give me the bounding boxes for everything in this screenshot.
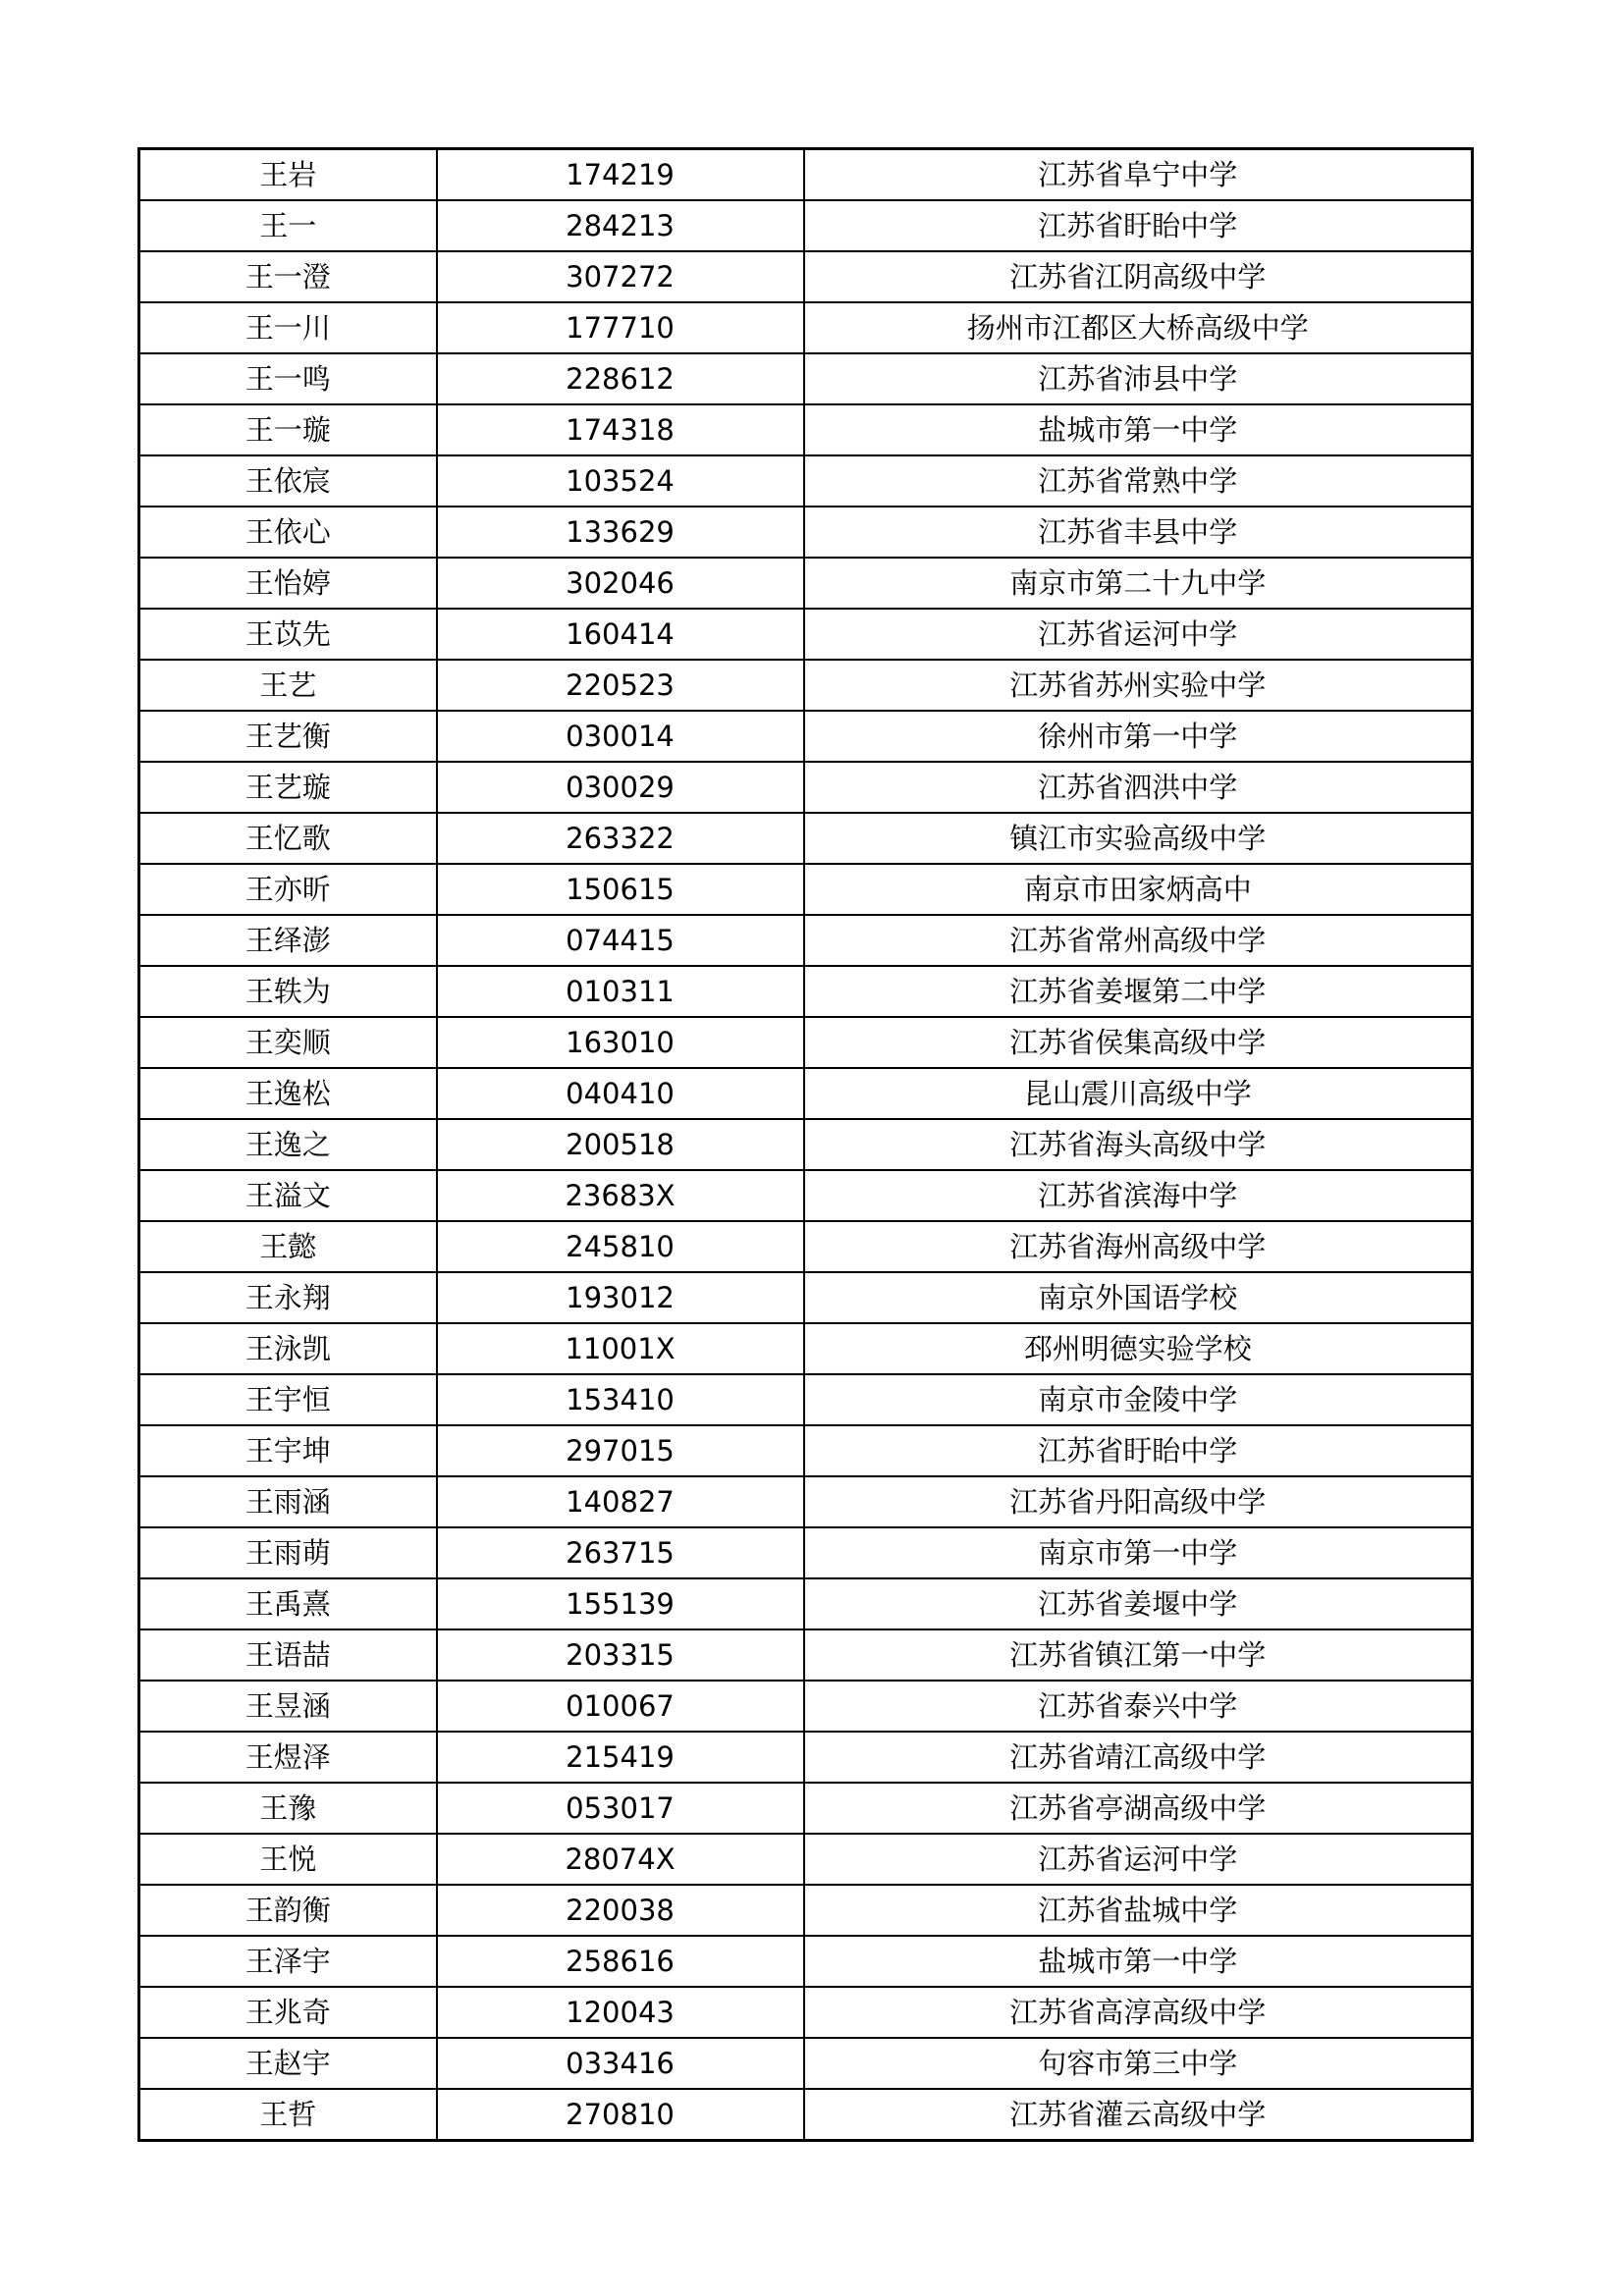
student-name-cell: 王宇坤 <box>139 1425 437 1476</box>
student-name-cell: 王亦昕 <box>139 864 437 915</box>
table-row <box>139 762 1473 813</box>
student-name-cell: 王溢文 <box>139 1170 437 1221</box>
table-row <box>139 1783 1473 1834</box>
student-name-cell: 王轶为 <box>139 966 437 1017</box>
student-name-cell: 王泽宇 <box>139 1936 437 1987</box>
table-row <box>139 2038 1473 2089</box>
school-name-cell: 邳州明德实验学校 <box>804 1323 1473 1374</box>
school-name-cell: 南京市第二十九中学 <box>804 558 1473 609</box>
school-name-cell: 江苏省姜堰第二中学 <box>804 966 1473 1017</box>
school-name-cell: 江苏省苏州实验中学 <box>804 660 1473 711</box>
student-id-cell: 220523 <box>437 660 804 711</box>
student-id-cell: 160414 <box>437 609 804 660</box>
school-name-cell: 江苏省侯集高级中学 <box>804 1017 1473 1068</box>
student-id-cell: 193012 <box>437 1272 804 1323</box>
school-name-cell: 江苏省姜堰中学 <box>804 1578 1473 1629</box>
student-name-cell: 王艺璇 <box>139 762 437 813</box>
table-row <box>139 1119 1473 1170</box>
student-id-cell: 228612 <box>437 353 804 404</box>
student-id-cell: 153410 <box>437 1374 804 1425</box>
table-row <box>139 1374 1473 1425</box>
student-name-cell: 王禹熹 <box>139 1578 437 1629</box>
student-id-cell: 263322 <box>437 813 804 864</box>
student-name-cell: 王宇恒 <box>139 1374 437 1425</box>
student-id-cell: 174219 <box>437 149 804 201</box>
student-name-cell: 王依宸 <box>139 455 437 507</box>
student-name-cell: 王一鸣 <box>139 353 437 404</box>
student-id-cell: 302046 <box>437 558 804 609</box>
table-row <box>139 609 1473 660</box>
student-name-cell: 王苡先 <box>139 609 437 660</box>
student-id-cell: 263715 <box>437 1527 804 1578</box>
student-name-cell: 王艺 <box>139 660 437 711</box>
student-name-cell: 王懿 <box>139 1221 437 1272</box>
school-name-cell: 江苏省沛县中学 <box>804 353 1473 404</box>
table-row <box>139 302 1473 353</box>
table-row <box>139 1987 1473 2038</box>
school-name-cell: 江苏省靖江高级中学 <box>804 1732 1473 1783</box>
school-name-cell: 南京外国语学校 <box>804 1272 1473 1323</box>
student-id-cell: 245810 <box>437 1221 804 1272</box>
student-id-cell: 307272 <box>437 251 804 302</box>
student-name-cell: 王泳凯 <box>139 1323 437 1374</box>
student-name-cell: 王赵宇 <box>139 2038 437 2089</box>
student-name-cell: 王语喆 <box>139 1629 437 1681</box>
roster-body <box>139 149 1473 2141</box>
student-id-cell: 010067 <box>437 1681 804 1732</box>
student-id-cell: 28074X <box>437 1834 804 1885</box>
table-row <box>139 404 1473 455</box>
student-id-cell: 155139 <box>437 1578 804 1629</box>
table-row <box>139 1527 1473 1578</box>
school-name-cell: 江苏省运河中学 <box>804 1834 1473 1885</box>
school-name-cell: 昆山震川高级中学 <box>804 1068 1473 1119</box>
school-name-cell: 江苏省阜宁中学 <box>804 149 1473 201</box>
student-name-cell: 王依心 <box>139 507 437 558</box>
student-id-cell: 140827 <box>437 1476 804 1527</box>
student-roster-table <box>137 147 1474 2142</box>
school-name-cell: 江苏省高淳高级中学 <box>804 1987 1473 2038</box>
student-id-cell: 23683X <box>437 1170 804 1221</box>
school-name-cell: 江苏省盱眙中学 <box>804 200 1473 251</box>
student-id-cell: 103524 <box>437 455 804 507</box>
student-name-cell: 王逸之 <box>139 1119 437 1170</box>
student-id-cell: 200518 <box>437 1119 804 1170</box>
school-name-cell: 徐州市第一中学 <box>804 711 1473 762</box>
table-row <box>139 1936 1473 1987</box>
school-name-cell: 江苏省泗洪中学 <box>804 762 1473 813</box>
student-name-cell: 王昱涵 <box>139 1681 437 1732</box>
table-row <box>139 1425 1473 1476</box>
table-row <box>139 1681 1473 1732</box>
table-row <box>139 455 1473 507</box>
table-row <box>139 915 1473 966</box>
student-name-cell: 王一澄 <box>139 251 437 302</box>
school-name-cell: 镇江市实验高级中学 <box>804 813 1473 864</box>
school-name-cell: 江苏省丰县中学 <box>804 507 1473 558</box>
school-name-cell: 江苏省丹阳高级中学 <box>804 1476 1473 1527</box>
school-name-cell: 扬州市江都区大桥高级中学 <box>804 302 1473 353</box>
student-name-cell: 王兆奇 <box>139 1987 437 2038</box>
school-name-cell: 南京市田家炳高中 <box>804 864 1473 915</box>
student-name-cell: 王哲 <box>139 2089 437 2141</box>
table-row <box>139 1629 1473 1681</box>
student-name-cell: 王忆歌 <box>139 813 437 864</box>
student-name-cell: 王逸松 <box>139 1068 437 1119</box>
student-id-cell: 270810 <box>437 2089 804 2141</box>
student-id-cell: 040410 <box>437 1068 804 1119</box>
student-name-cell: 王岩 <box>139 149 437 201</box>
student-name-cell: 王豫 <box>139 1783 437 1834</box>
school-name-cell: 江苏省江阴高级中学 <box>804 251 1473 302</box>
student-id-cell: 11001X <box>437 1323 804 1374</box>
school-name-cell: 句容市第三中学 <box>804 2038 1473 2089</box>
student-name-cell: 王韵衡 <box>139 1885 437 1936</box>
table-row <box>139 558 1473 609</box>
table-row <box>139 1732 1473 1783</box>
table-row <box>139 1885 1473 1936</box>
student-id-cell: 030014 <box>437 711 804 762</box>
school-name-cell: 江苏省盐城中学 <box>804 1885 1473 1936</box>
student-id-cell: 033416 <box>437 2038 804 2089</box>
table-row <box>139 1834 1473 1885</box>
school-name-cell: 江苏省滨海中学 <box>804 1170 1473 1221</box>
student-id-cell: 133629 <box>437 507 804 558</box>
student-name-cell: 王艺衡 <box>139 711 437 762</box>
school-name-cell: 江苏省灌云高级中学 <box>804 2089 1473 2141</box>
student-id-cell: 010311 <box>437 966 804 1017</box>
student-name-cell: 王怡婷 <box>139 558 437 609</box>
table-row <box>139 1476 1473 1527</box>
table-row <box>139 200 1473 251</box>
student-id-cell: 030029 <box>437 762 804 813</box>
table-row <box>139 507 1473 558</box>
table-row <box>139 864 1473 915</box>
student-name-cell: 王一川 <box>139 302 437 353</box>
school-name-cell: 江苏省常熟中学 <box>804 455 1473 507</box>
student-id-cell: 258616 <box>437 1936 804 1987</box>
student-id-cell: 177710 <box>437 302 804 353</box>
table-row <box>139 1272 1473 1323</box>
school-name-cell: 江苏省海头高级中学 <box>804 1119 1473 1170</box>
student-id-cell: 215419 <box>437 1732 804 1783</box>
student-id-cell: 203315 <box>437 1629 804 1681</box>
student-id-cell: 297015 <box>437 1425 804 1476</box>
school-name-cell: 盐城市第一中学 <box>804 1936 1473 1987</box>
table-row <box>139 149 1473 201</box>
table-row <box>139 1017 1473 1068</box>
school-name-cell: 江苏省海州高级中学 <box>804 1221 1473 1272</box>
student-id-cell: 163010 <box>437 1017 804 1068</box>
student-name-cell: 王雨涵 <box>139 1476 437 1527</box>
school-name-cell: 江苏省泰兴中学 <box>804 1681 1473 1732</box>
table-row <box>139 1170 1473 1221</box>
student-id-cell: 284213 <box>437 200 804 251</box>
student-id-cell: 053017 <box>437 1783 804 1834</box>
school-name-cell: 江苏省镇江第一中学 <box>804 1629 1473 1681</box>
table-row <box>139 966 1473 1017</box>
student-name-cell: 王绎澎 <box>139 915 437 966</box>
school-name-cell: 江苏省运河中学 <box>804 609 1473 660</box>
table-row <box>139 711 1473 762</box>
student-name-cell: 王一 <box>139 200 437 251</box>
table-row <box>139 1221 1473 1272</box>
table-row <box>139 1578 1473 1629</box>
table-row <box>139 251 1473 302</box>
student-name-cell: 王悦 <box>139 1834 437 1885</box>
school-name-cell: 南京市第一中学 <box>804 1527 1473 1578</box>
table-row <box>139 813 1473 864</box>
student-id-cell: 074415 <box>437 915 804 966</box>
table-row <box>139 353 1473 404</box>
table-row <box>139 660 1473 711</box>
table-row <box>139 2089 1473 2141</box>
student-id-cell: 120043 <box>437 1987 804 2038</box>
student-id-cell: 150615 <box>437 864 804 915</box>
student-name-cell: 王奕顺 <box>139 1017 437 1068</box>
student-name-cell: 王煜泽 <box>139 1732 437 1783</box>
student-name-cell: 王永翔 <box>139 1272 437 1323</box>
student-id-cell: 220038 <box>437 1885 804 1936</box>
school-name-cell: 盐城市第一中学 <box>804 404 1473 455</box>
student-name-cell: 王雨萌 <box>139 1527 437 1578</box>
school-name-cell: 江苏省常州高级中学 <box>804 915 1473 966</box>
student-name-cell: 王一璇 <box>139 404 437 455</box>
table-row <box>139 1323 1473 1374</box>
school-name-cell: 南京市金陵中学 <box>804 1374 1473 1425</box>
table-row <box>139 1068 1473 1119</box>
school-name-cell: 江苏省亭湖高级中学 <box>804 1783 1473 1834</box>
student-id-cell: 174318 <box>437 404 804 455</box>
school-name-cell: 江苏省盱眙中学 <box>804 1425 1473 1476</box>
